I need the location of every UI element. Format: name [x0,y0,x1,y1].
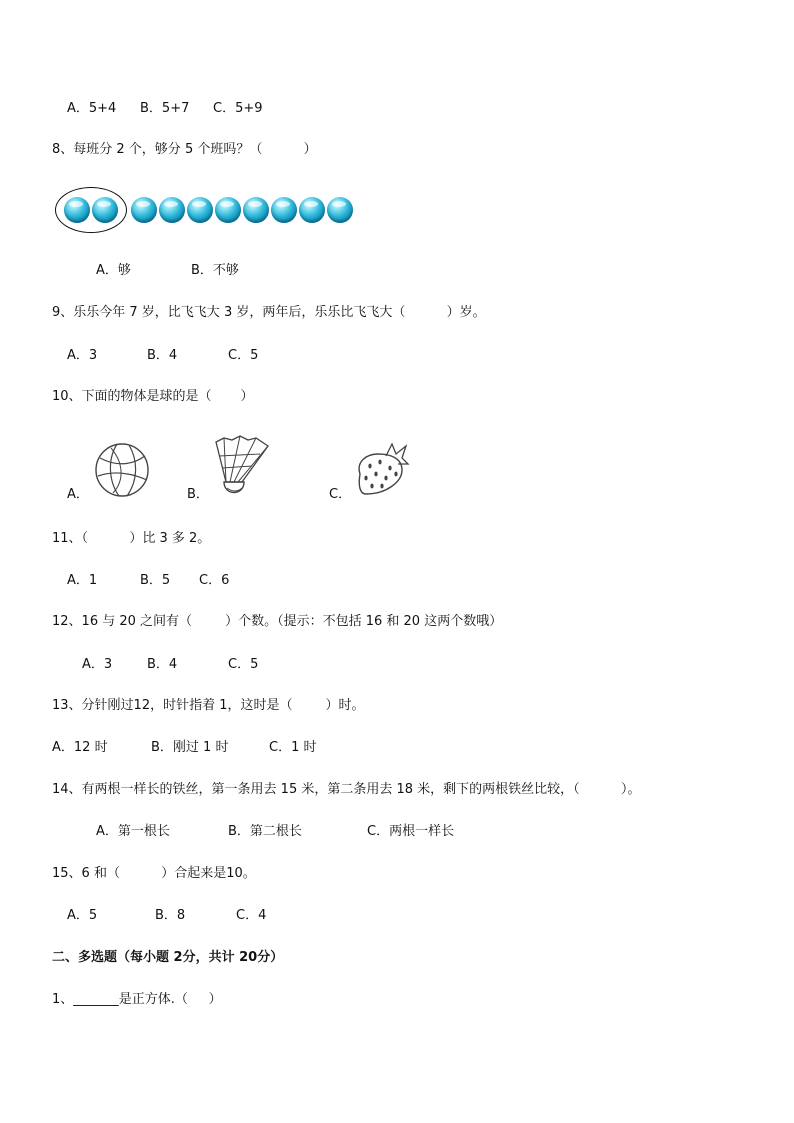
question-12-text: 12、16 与 20 之间有（ ）个数。（提示：不包括 16 和 20 这两个数哦） [52,614,503,629]
ball-icon [64,197,90,223]
q13-option-c[interactable]: C．1 时 [269,740,317,755]
q10-option-c[interactable]: C． [329,487,352,502]
q8-option-b[interactable]: B．不够 [191,263,239,278]
q12-option-b[interactable]: B．4 [147,657,178,672]
ball-icon [92,197,118,223]
question-8-text: 8、每班分 2 个，够分 5 个班吗？（ ） [52,142,317,157]
q8-option-a[interactable]: A．够 [96,263,131,278]
q8-ball-illustration [55,187,365,237]
q13-option-a[interactable]: A．12 时 [52,740,108,755]
q10-option-b[interactable]: B． [187,487,209,502]
question-11-text: 11、（ ）比 3 多 2。 [52,531,211,546]
q11-option-b[interactable]: B．5 [140,573,171,588]
q7-option-a[interactable]: A．5+4 [67,101,117,116]
q14-option-c[interactable]: C．两根一样长 [367,824,455,839]
q14-option-b[interactable]: B．第二根长 [228,824,302,839]
q9-option-b[interactable]: B．4 [147,348,178,363]
basketball-icon [93,440,153,500]
ball-icon [215,197,241,223]
section-2-title: 二、多选题（每小题 2分，共计 20分） [52,950,284,965]
q11-option-c[interactable]: C．6 [199,573,230,588]
q7-option-b[interactable]: B．5+7 [140,101,190,116]
q11-option-a[interactable]: A．1 [67,573,98,588]
q14-option-a[interactable]: A．第一根长 [96,824,170,839]
question-15-text: 15、6 和（ ）合起来是10。 [52,866,256,881]
q9-option-c[interactable]: C．5 [228,348,259,363]
ball-icon [131,197,157,223]
question-13-text: 13、分针刚过12，时针指着 1，这时是（ ）时。 [52,698,365,713]
ball-icon [243,197,269,223]
q12-option-a[interactable]: A．3 [82,657,113,672]
question-10-text: 10、下面的物体是球的是（ ） [52,389,254,404]
strawberry-icon [352,440,410,500]
ball-icon [271,197,297,223]
question-9-text: 9、乐乐今年 7 岁，比飞飞大 3 岁，两年后，乐乐比飞飞大（ ）岁。 [52,305,486,320]
ball-icon [327,197,353,223]
shuttlecock-icon [212,432,272,500]
q10-option-a[interactable]: A． [67,487,89,502]
q13-option-b[interactable]: B．刚过 1 时 [151,740,229,755]
q15-option-c[interactable]: C．4 [236,908,267,923]
ball-icon [159,197,185,223]
q7-option-c[interactable]: C．5+9 [213,101,263,116]
question-14-text: 14、有两根一样长的铁丝，第一条用去 15 米，第二条用去 18 米，剩下的两根铁丝比较，（ ）。 [52,782,641,797]
multi-question-1-text: 1、_______是正方体.（ ） [52,992,222,1007]
ball-icon [187,197,213,223]
q12-option-c[interactable]: C．5 [228,657,259,672]
q15-option-a[interactable]: A．5 [67,908,98,923]
ball-icon [299,197,325,223]
q15-option-b[interactable]: B．8 [155,908,186,923]
q9-option-a[interactable]: A．3 [67,348,98,363]
